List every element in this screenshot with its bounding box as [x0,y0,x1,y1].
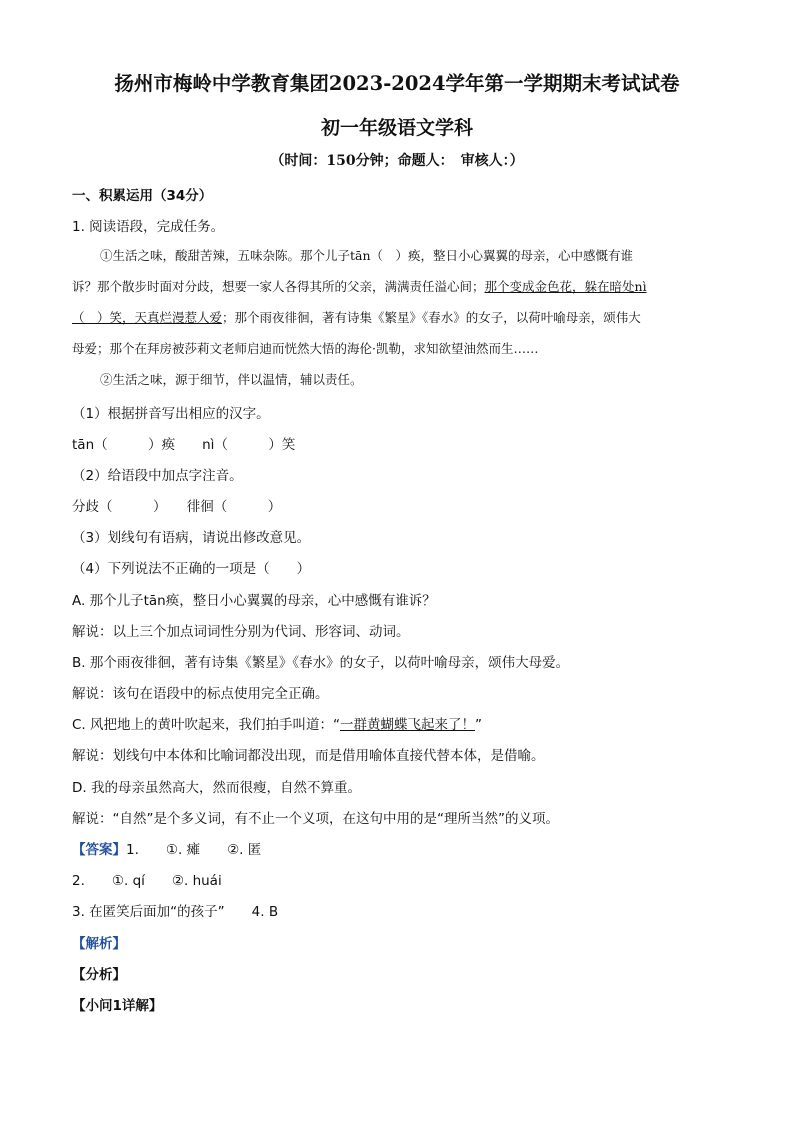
option-c-explanation: 解说：划线句中本体和比喻词都没出现，而是借用喻体直接代替本体，是借喻。 [72,748,545,764]
answer-3-4: 3. 在匿笑后面加“的孩子” 4. B [72,904,279,920]
option-c-underlined: 一群黄蝴蝶飞起来了！ [340,717,476,733]
answer-2: 2. ①. qí ②. huái [72,873,222,889]
section-heading: 一、积累运用（34分） [72,188,213,204]
sub-question-2: （2）给语段中加点字注音。 [72,468,243,484]
passage-line-4: 母爱；那个在拜房被莎莉文老师启迪而恍然大悟的海伦·凯勒，求知欲望油然而生…… [72,341,539,356]
option-d: D. 我的母亲虽然高大，然而很瘦，自然不算重。 [72,780,361,796]
sub-question-1-blanks: tān（ ）痪 nì（ ）笑 [72,437,296,453]
answer-line-1 [72,838,722,858]
option-c-close-quote: ” [475,717,483,733]
passage-line-2 [72,277,722,295]
option-c [72,713,722,733]
underlined-sentence-part-1: 那个变成金色花，躲在暗处nì [484,279,647,294]
passage-line-3-text: ；那个雨夜徘徊，著有诗集《繁星》《春水》的女子，以荷叶喻母亲，颂伟大 [222,310,641,325]
answer-label: 【答案】 [72,842,126,858]
passage-line-3 [72,308,722,326]
question-1-intro: 1. 阅读语段，完成任务。 [72,219,225,235]
fenxi-label: 【分析】 [72,967,126,983]
option-b: B. 那个雨夜徘徊，著有诗集《繁星》《春水》的女子，以荷叶喻母亲，颂伟大母爱。 [72,655,570,671]
sub-question-1-detail-label: 【小问1详解】 [72,998,163,1014]
sub-question-3: （3）划线句有语病，请说出修改意见。 [72,530,311,546]
answer-1: 1. ①. 瘫 ②. 匿 [126,842,262,858]
underlined-sentence-part-2: （ ）笑，天真烂漫惹人爱 [72,310,223,325]
passage-paragraph-2: ②生活之味，源于细节，伴以温情，辅以责任。 [100,372,363,387]
option-b-explanation: 解说：该句在语段中的标点使用完全正确。 [72,686,329,702]
exam-title: 扬州市梅岭中学教育集团2023-2024学年第一学期期末考试试卷 [114,72,680,95]
sub-question-4: （4）下列说法不正确的一项是（ ） [72,561,311,577]
analysis-label: 【解析】 [72,936,126,952]
sub-question-2-blanks: 分歧（ ） 徘徊（ ） [72,499,282,515]
option-c-text: C. 风把地上的黄叶吹起来，我们拍手叫道：“ [72,717,341,733]
option-a-explanation: 解说：以上三个加点词词性分别为代词、形容词、动词。 [72,624,410,640]
exam-meta: （时间：150分钟；命题人： 审核人：） [270,153,524,169]
option-a: A. 那个儿子tān痪，整日小心翼翼的母亲，心中感慨有谁诉？ [72,593,436,609]
passage-line-2-text: 诉？那个散步时面对分歧，想要一家人各得其所的父亲，满满责任溢心间； [72,279,485,294]
passage-line-1: ①生活之味，酸甜苦辣，五味杂陈。那个儿子tān（ ）痪，整日小心翼翼的母亲，心中感慨有谁 [100,248,634,263]
option-d-explanation: 解说：“自然”是个多义词，有不止一个义项，在这句中用的是“理所当然”的义项。 [72,811,559,827]
sub-question-1: （1）根据拼音写出相应的汉字。 [72,406,270,422]
exam-subtitle: 初一年级语文学科 [320,117,473,139]
